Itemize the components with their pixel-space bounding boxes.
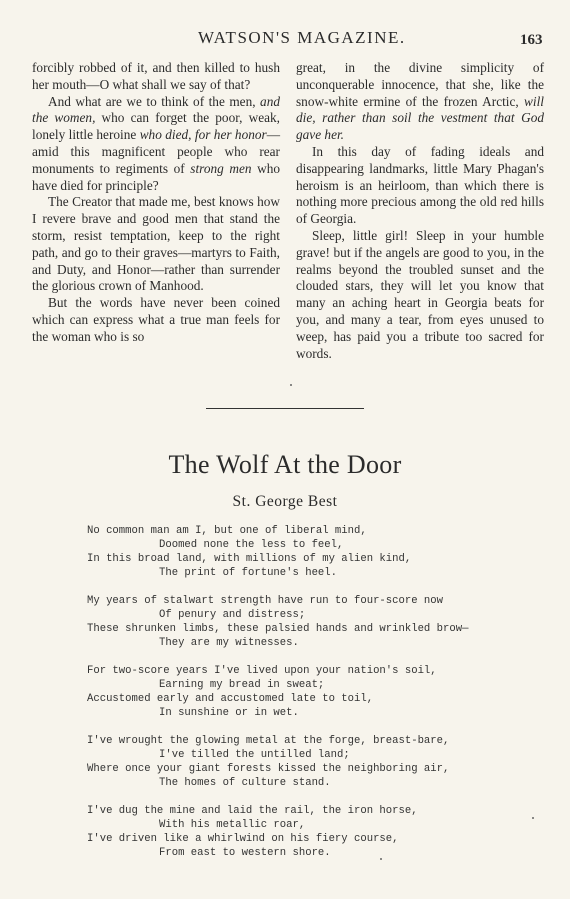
poem-line: Earning my bread in sweat; (159, 679, 325, 691)
poem-line: Accustomed early and accustomed late to toil, (87, 693, 374, 705)
running-header (0, 28, 570, 52)
speck (532, 817, 534, 819)
magazine-title: WATSON'S MAGAZINE. (198, 28, 406, 47)
poem-line: The homes of culture stand. (159, 777, 331, 789)
poem-line: My years of stalwart strength have run to four-score now (87, 595, 444, 607)
stanza (87, 594, 468, 650)
poem-line: In this broad land, with millions of my alien kind, (87, 553, 412, 565)
poem-line: The print of fortune's heel. (159, 567, 338, 579)
poem-line: With his metallic roar, (159, 819, 306, 831)
poem-line: No common man am I, but one of liberal mind, (87, 525, 367, 537)
poem-line: I've driven like a whirlwind on his fiery course, (87, 833, 399, 845)
poem-body (87, 524, 468, 874)
paragraph: Sleep, little girl! Sleep in your humble grave! but if the angels are good to you, in the realms beyond the troubled sunset and the clouded stars, they will let you know that many an aching heart in Georgia beats for you, and many a tear, from eyes unused to weep, has paid you a tribute too sacred for words. (296, 227, 544, 361)
speck (380, 858, 382, 860)
paragraph: In this day of fading ideals and disappearing landmarks, little Mary Phagan's heroism is an heirloom, than which there is nothing more precious among the old red hills of Georgia. (296, 143, 544, 227)
poem-title: The Wolf At the Door (168, 450, 402, 479)
poem-line: Where once your giant forests kissed the neighboring air, (87, 763, 450, 775)
stanza (87, 664, 468, 720)
poem-line: I've dug the mine and laid the rail, the iron horse, (87, 805, 418, 817)
poem-author: St. George Best (232, 493, 338, 510)
paragraph: But the words have never been coined which can express what a true man feels for the woman who is so (32, 295, 280, 344)
paragraph: And what are we to think of the men, and the women, who can forget the poor, weak, lonely little heroine who died, for her honor—amid this magnificent people who rear monuments to regiments of strong men who have died for principle? (32, 93, 281, 193)
page-number: 163 (520, 32, 543, 48)
stanza (87, 734, 468, 790)
poem-line: In sunshine or in wet. (159, 707, 299, 719)
poem-line: They are my witnesses. (159, 637, 299, 649)
poem-line: Doomed none the less to feel, (159, 539, 344, 551)
section-divider (206, 408, 364, 409)
paragraph: The Creator that made me, best knows how I revere brave and good men that stand the storm, resist temptation, keep to the right path, and go to their graves—martyrs to Faith, and Duty, and Honor—rather than surrender the glorious crown of Manhood. (32, 194, 280, 294)
paragraph: forcibly robbed of it, and then killed to hush her mouth—O what shall we say of that? (32, 60, 280, 92)
poem-line: These shrunken limbs, these palsied hands and wrinkled brow— (87, 623, 469, 635)
poem-line: I've wrought the glowing metal at the forge, breast-bare, (87, 735, 450, 747)
stanza (87, 804, 468, 860)
speck (290, 384, 292, 386)
poem-line: Of penury and distress; (159, 609, 306, 621)
left-column (32, 60, 280, 346)
paragraph: great, in the divine simplicity of unconquerable innocence, that she, like the snow-white ermine of the frozen Arctic, will die, rather than soil the vestment that God gave her. (296, 60, 544, 143)
poem-line: For two-score years I've lived upon your nation's soil, (87, 665, 437, 677)
poem-line: I've tilled the untilled land; (159, 749, 350, 761)
right-column (296, 60, 544, 362)
poem-line: From east to western shore. (159, 847, 331, 859)
stanza (87, 524, 468, 580)
